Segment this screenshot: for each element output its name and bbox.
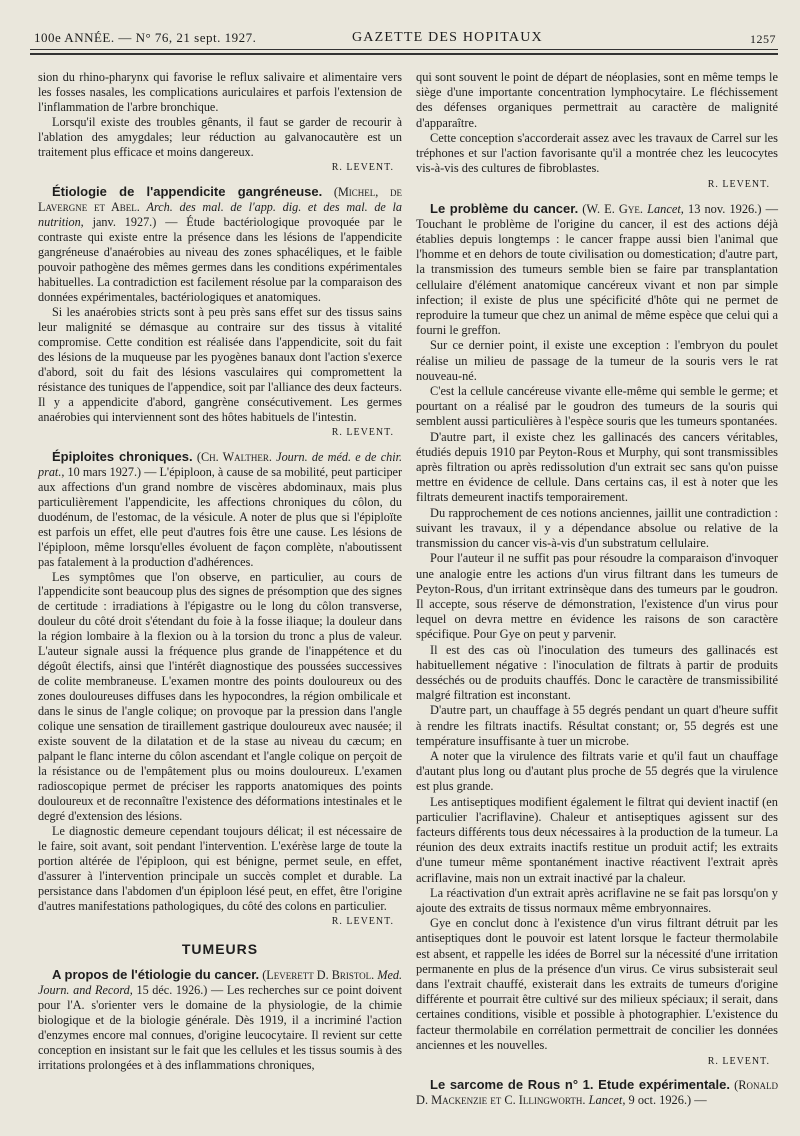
signature: R. LEVENT.	[331, 916, 394, 928]
article-journal: Lancet,	[647, 201, 684, 216]
paragraph: D'autre part, il existe chez les gallinacés des cancers véritables, étudiés depuis 1910 par Peyton-Rous et Murphy, qui sont transmissibles après filtration ou après redissolution d'un extrait sec sans qu'on puisse mettre en évidence de cellule. Dans certains cas, il est à noter que les filtrats demeurent inactifs temporairement.	[416, 429, 778, 505]
article-title: Le problème du cancer.	[430, 200, 579, 216]
article-text: — Touchant le problème de l'origine du cancer, il est des actions déjà établies depuis longtemps : le cancer frappe aussi bien l'animal que l'homme et en dehors de toute civilisation ou domestication; d'autre part, la transmission des tumeurs semble bien se faire par transplantation cellulaire d'élément anatomique cancéreux vivant et non par simple infection; il existe de plus une spécificité d'hôte qui ne permet de reproduire la tumeur que chez un animal de même espèce que celui qui a fourni le greffon.	[416, 201, 778, 338]
article-lead	[416, 1077, 778, 1108]
article-title: A propos de l'étiologie du cancer.	[52, 967, 260, 983]
article-text: — Étude bactériologique provoquée par le contraste qui existe entre la présence dans les lésions de l'appendicite gangréneuse d'anaérobies au niveau des zones sphacéliques, et le faible pouvoir pathogène des mêmes germes dans les conditions expérimentales habituelles. La contradiction est facilement résolue par la comparaison des données expérimentales, bactériologiques et anatomiques.	[38, 214, 403, 304]
signature: R. LEVENT.	[707, 1056, 770, 1067]
article-date: janv. 1927.)	[92, 214, 157, 229]
paragraph: Gye en conclut donc à l'existence d'un virus filtrant détruit par les antiseptiques dont le pouvoir est latent lorsque le facteur thermolabile est absent, et rappelle les idées de Borrel sur la nécessité d'une irritation permanente en plus de la présence d'un virus. Ce virus subsisterait seul dans l'extrait chauffé, existerait dans les extraits de tumeurs d'origine différente et pourrait être cultivé sur des milieux spéciaux; il serait, dans certaines conditions, visible et possible à photographier. L'existence du facteur thermolabile en corrélation permettrait de concilier les données anciennes et les nouvelles.	[416, 916, 778, 1052]
page-number: 1257	[750, 32, 776, 46]
paragraph: qui sont souvent le point de départ de néoplasies, sont en même temps le siège d'une importante concentration lymphocytaire. Le fléchissement des défenses organiques permettrait au caractère de malignité d'apparaître.	[416, 70, 778, 130]
article-text: — Les recherches sur ce point doivent pour l'A. s'orienter vers le domaine de la physiologie, de la chimie biologique et de la biologie générale. Dès 1919, il a incriminé l'action d'enzymes encore mal connues, d'origine leucocytaire. Il revient sur cette conception en insistant sur le fait que les cellules et les tissus soumis à des irritations prolongées et à des inflammations chroniques,	[38, 983, 403, 1073]
article-appendicite	[38, 184, 402, 441]
article-journal: Journ. de méd. e de chir. prat.,	[38, 449, 403, 479]
signature: R. LEVENT.	[331, 161, 394, 173]
article-date: 13 nov. 1926.)	[688, 201, 762, 216]
paragraph: Sur ce dernier point, il existe une exception : l'embryon du poulet réalise un milieu de passage de la tumeur de la souris vers le rat nouveau-né.	[416, 338, 778, 383]
signature: R. LEVENT.	[331, 426, 394, 438]
article-epiploites	[38, 449, 402, 931]
paragraph: Pour l'auteur il ne suffit pas pour résoudre la comparaison d'invoquer une analogie entre les actions d'un virus filtrant dans les tumeurs de Peyton-Rous, d'un irritant extrinsèque dans des tumeurs par le goudron. Il accepte, sous réserve de démonstration, l'existence d'un virus pour lequel on devra mettre en évidence les raisons de son caractère spécifique. Pour Gye on peut y parvenir.	[416, 551, 778, 642]
section-heading: TUMEURS	[181, 941, 259, 958]
signature: R. LEVENT.	[707, 179, 770, 191]
article-date: 9 oct. 1926.) —	[628, 1093, 707, 1108]
paragraph: D'autre part, un chauffage à 55 degrés pendant un quart d'heure suffit à rendre les filtrats inactifs. Résultat constant; or, 55 degrés est une température insuffisante à tuer un microbe.	[416, 703, 778, 748]
article-date: 10 mars 1927.)	[67, 464, 142, 479]
article-authors: (W. E. Gye.	[582, 201, 643, 216]
left-column	[38, 70, 402, 1073]
paragraph: Lorsqu'il existe des troubles gênants, il faut se garder de recourir à l'ablation des amygdales; leur réduction au galvanocautère est un traitement plus efficace et moins dangereux.	[38, 114, 402, 159]
article-probleme-cancer	[416, 201, 778, 1070]
header-rule	[30, 49, 778, 50]
paragraph: Les antiseptiques modifient également le filtrat qui devient inactif (en particulier l'acriflavine). Chaleur et antiseptiques agissent sur des facteurs différents tous deux nécessaires à la production de la tumeur. La réunion des deux extraits inactifs restitue un produit actif; les extraits d'une tumeur même spontanément inactive réactivent l'extrait après acriflavine, mais non un extrait inactivé par la chaleur.	[416, 794, 778, 885]
issue-info: 100e ANNÉE. — N° 76, 21 sept. 1927.	[34, 30, 257, 45]
paragraph: Il est des cas où l'inoculation des tumeurs des gallinacés est habituellement négative : l'inoculation de filtrats à partir de produits desséchés ou de produits chauffés. Donc le caractère de transmissibilité malgré filtration est inconstant.	[416, 642, 778, 703]
paragraph: Les symptômes que l'on observe, en particulier, au cours de l'appendicite sont beaucoup plus des signes de présomption que des signes de certitude : irradiations à l'épigastre ou le long du côlon transverse, douleur du côté droit s'étendant du foie à la fosse iliaque; la douleur dans la région lombaire à la flexion ou à la torsion du tronc a plus de valeur. L'auteur signale aussi la fréquence plus grande de l'inappétence et du dégoût électifs, ainsi que l'intérêt diagnostique des poussées successives de colite membraneuse. L'examen montre des points douloureux ou des zones douloureuses diffuses dans les hypocondres, la région ombilicale et dans le sinus de l'angle colique; on provoque par la pression dans l'angle colique une sensation de tiraillement gastrique douloureux avec nausée; il existe souvent de la dilatation et de la stase au niveau du cæcum; en palpant le flanc interne du côlon ascendant et l'angle colique on perçoit de la résistance ou de l'empâtement plus ou moins douloureux. L'examen radioscopique permet de préciser les rapports anatomiques des points douloureux et de reconnaître l'existence des déformations intestinales et le degré d'extension des lésions.	[38, 569, 402, 824]
article-lead	[38, 184, 402, 305]
article-authors: (Ronald D. Mackenzie et C. Illingworth.	[416, 1078, 778, 1108]
article-text: — L'épiploon, à cause de sa mobilité, peut participer aux affections d'un grand nombre de viscères abdominaux, mais plus particulièrement l'appendicite, les affections chroniques du côlon, du duodénum, de l'estomac, de la vésicule. A noter de plus que si l'épiploïte est parfois un effet, elle peut d'autres fois être une cause. Les lésions de l'épiploon, même lorsqu'elles évoluent de façon complète, n'aboutissent pas fatalement à la production d'adhérences.	[38, 464, 403, 569]
header-rule-thick	[30, 53, 778, 55]
article-lead	[38, 449, 402, 570]
article-lead	[38, 967, 402, 1073]
paragraph: C'est la cellule cancéreuse vivante elle-même qui semble le germe; et pourtant on a réalisé par le goudron des tumeurs de la souris qui semblent aussi particulières à l'espèce souris que les tumeurs spontanées.	[416, 384, 778, 429]
article-authors: (Michel, de Lavergne et Abel.	[38, 184, 403, 214]
paragraph: La réactivation d'un extrait après acriflavine ne se fait pas lorsqu'on y ajoute des extraits de tissus normaux même embryonnaires.	[416, 885, 778, 915]
paragraph: Le diagnostic demeure cependant toujours délicat; il est nécessaire de le faire, soit avant, soit pendant l'intervention. L'exérèse large de toute la portion altérée de l'épiploon, qui est bénigne, permet seule, en effet, d'assurer à l'intervention principale un succès complet et durable. La persistance dans l'abdomen d'un épiploon lésé peut, en effet, être l'origine d'autres manifestations pathologiques, du côté des colons en particulier.	[38, 824, 402, 914]
article-journal: Lancet,	[588, 1093, 626, 1108]
article-sarcome-rous	[416, 1077, 778, 1108]
article-journal: Med. Journ. and Record,	[38, 968, 403, 998]
article-journal: Arch. des mal. de l'app. dig. et des mal. de la nutrition,	[38, 199, 403, 229]
journal-title: GAZETTE DES HOPITAUX	[352, 30, 543, 45]
paragraph: Si les anaérobies stricts sont à peu près sans effet sur des tissus sains leur malignité se démasque au contraire sur des tissus à vitalité compromise. Cette condition est réalisée dans l'appendicite, soit du fait des lésions de la muqueuse par les pyogènes banaux dont l'action s'exerce d'abord, soit du fait des lésions vasculaires qui compromettent la résistance des tuniques de l'appendice, soit par l'alliance des deux facteurs. Il y a appendicite d'abord, gangrène consécutivement. Les germes anaérobies qui interviennent sont des hôtes habituels de l'intestin.	[38, 304, 402, 424]
paragraph: sion du rhino-pharynx qui favorise le reflux salivaire et alimentaire vers les fosses nasales, les complications auriculaires et parfois l'extension de l'inflammation de l'arbre bronchique.	[38, 70, 402, 114]
article-lead	[416, 201, 778, 339]
page-header	[34, 26, 776, 50]
article-date: 15 déc. 1926.)	[136, 983, 208, 998]
article-authors: (Ch. Walther.	[196, 449, 272, 464]
paragraph: Cette conception s'accorderait assez avec les travaux de Carrel sur les tréphones et sur l'action favorisante qu'il a montrée chez les leucocytes vis-à-vis des cultures de fibroblastes.	[416, 130, 778, 176]
right-column	[416, 70, 778, 1109]
article-title: Le sarcome de Rous n° 1. Etude expérimentale.	[430, 1077, 730, 1093]
article-authors: (Leverett D. Bristol.	[262, 968, 375, 983]
article-title: Étiologie de l'appendicite gangréneuse.	[52, 183, 323, 199]
article-title: Épiploites chroniques.	[52, 448, 193, 464]
paragraph: Du rapprochement de ces notions anciennes, jaillit une contradiction : suivant les travaux, il y a dépendance absolue ou relative de la transmission du cancer vis-à-vis d'un substratum cellulaire.	[416, 505, 778, 551]
paragraph: A noter que la virulence des filtrats varie et qu'il faut un chauffage d'autant plus long ou d'autant plus proche de 55 degrés que la virulence est plus grande.	[416, 748, 778, 794]
article-etiologie-cancer	[38, 967, 402, 1073]
